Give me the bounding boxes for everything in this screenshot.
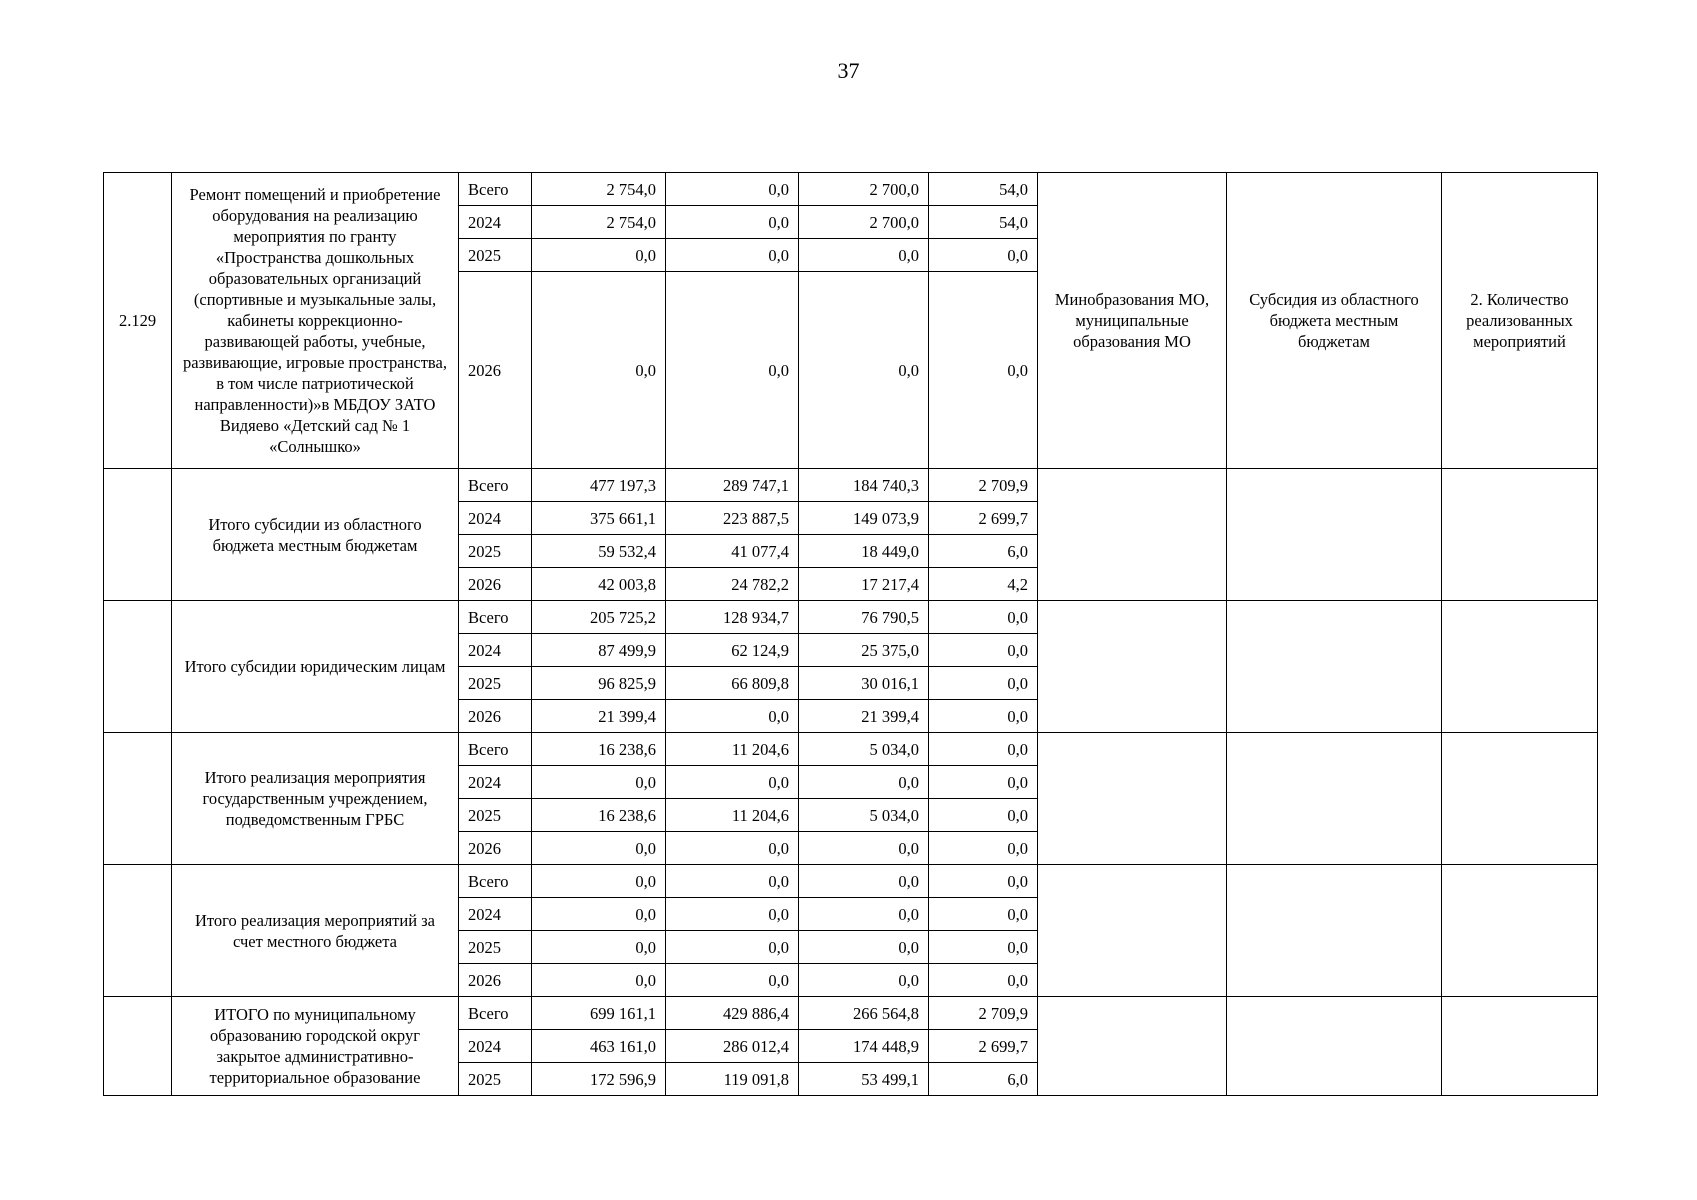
year-cell: 2024 <box>459 1030 532 1063</box>
table-row <box>104 173 1598 206</box>
row-code-cell <box>104 865 172 997</box>
year-cell: 2024 <box>459 502 532 535</box>
indicator-cell <box>1442 601 1598 733</box>
amount-cell: 0,0 <box>532 931 666 964</box>
amount-cell: 289 747,1 <box>666 469 799 502</box>
amount-cell: 0,0 <box>929 865 1038 898</box>
amount-cell: 11 204,6 <box>666 733 799 766</box>
amount-cell: 54,0 <box>929 173 1038 206</box>
amount-cell: 0,0 <box>532 239 666 272</box>
indicator-cell <box>1442 997 1598 1096</box>
amount-cell: 0,0 <box>666 173 799 206</box>
year-cell: 2025 <box>459 239 532 272</box>
amount-cell: 41 077,4 <box>666 535 799 568</box>
row-name-cell: Итого реализация мероприятий за счет местного бюджета <box>172 865 459 997</box>
year-cell: 2024 <box>459 206 532 239</box>
funding-source-cell <box>1227 469 1442 601</box>
row-name-cell: ИТОГО по муниципальному образованию городской округ закрытое административно-территориальное образование <box>172 997 459 1096</box>
amount-cell: 2 700,0 <box>799 206 929 239</box>
amount-cell: 0,0 <box>799 239 929 272</box>
amount-cell: 53 499,1 <box>799 1063 929 1096</box>
amount-cell: 0,0 <box>666 898 799 931</box>
amount-cell: 54,0 <box>929 206 1038 239</box>
year-cell: 2026 <box>459 568 532 601</box>
budget-table <box>103 172 1598 1096</box>
amount-cell: 0,0 <box>666 964 799 997</box>
amount-cell: 266 564,8 <box>799 997 929 1030</box>
executor-cell <box>1038 469 1227 601</box>
amount-cell: 2 754,0 <box>532 173 666 206</box>
amount-cell: 2 699,7 <box>929 1030 1038 1063</box>
table-row <box>104 733 1598 766</box>
amount-cell: 0,0 <box>799 272 929 469</box>
year-cell: 2024 <box>459 634 532 667</box>
amount-cell: 87 499,9 <box>532 634 666 667</box>
year-cell: Всего <box>459 469 532 502</box>
amount-cell: 205 725,2 <box>532 601 666 634</box>
amount-cell: 149 073,9 <box>799 502 929 535</box>
amount-cell: 0,0 <box>929 272 1038 469</box>
table-row <box>104 997 1598 1030</box>
amount-cell: 6,0 <box>929 535 1038 568</box>
amount-cell: 25 375,0 <box>799 634 929 667</box>
amount-cell: 0,0 <box>666 931 799 964</box>
year-cell: 2025 <box>459 1063 532 1096</box>
amount-cell: 2 754,0 <box>532 206 666 239</box>
table-row <box>104 865 1598 898</box>
amount-cell: 16 238,6 <box>532 799 666 832</box>
amount-cell: 223 887,5 <box>666 502 799 535</box>
amount-cell: 59 532,4 <box>532 535 666 568</box>
row-name-cell: Итого субсидии юридическим лицам <box>172 601 459 733</box>
amount-cell: 0,0 <box>799 766 929 799</box>
year-cell: 2026 <box>459 700 532 733</box>
amount-cell: 17 217,4 <box>799 568 929 601</box>
amount-cell: 0,0 <box>929 733 1038 766</box>
amount-cell: 0,0 <box>666 272 799 469</box>
row-name-cell: Итого реализация мероприятия государственным учреждением, подведомственным ГРБС <box>172 733 459 865</box>
amount-cell: 463 161,0 <box>532 1030 666 1063</box>
amount-cell: 0,0 <box>929 601 1038 634</box>
row-code-cell <box>104 469 172 601</box>
executor-cell: Минобразования МО, муниципальные образования МО <box>1038 173 1227 469</box>
amount-cell: 0,0 <box>532 766 666 799</box>
year-cell: Всего <box>459 733 532 766</box>
row-name-cell: Ремонт помещений и приобретение оборудования на реализацию мероприятия по гранту «Пространства дошкольных образовательных организаций (спортивные и музыкальные залы, кабинеты коррекционно-развивающей работы, учебные, развивающие, игровые пространства, в том числе патриотической направленности)»в МБДОУ ЗАТО Видяево «Детский сад № 1 «Солнышко» <box>172 173 459 469</box>
indicator-cell: 2. Количество реализованных мероприятий <box>1442 173 1598 469</box>
amount-cell: 0,0 <box>532 865 666 898</box>
amount-cell: 0,0 <box>929 898 1038 931</box>
amount-cell: 0,0 <box>929 634 1038 667</box>
amount-cell: 42 003,8 <box>532 568 666 601</box>
year-cell: Всего <box>459 865 532 898</box>
row-code-cell <box>104 601 172 733</box>
amount-cell: 76 790,5 <box>799 601 929 634</box>
executor-cell <box>1038 997 1227 1096</box>
year-cell: Всего <box>459 173 532 206</box>
row-code-cell: 2.129 <box>104 173 172 469</box>
amount-cell: 6,0 <box>929 1063 1038 1096</box>
executor-cell <box>1038 733 1227 865</box>
amount-cell: 2 709,9 <box>929 469 1038 502</box>
year-cell: 2025 <box>459 931 532 964</box>
amount-cell: 119 091,8 <box>666 1063 799 1096</box>
year-cell: 2026 <box>459 964 532 997</box>
year-cell: 2025 <box>459 799 532 832</box>
amount-cell: 0,0 <box>532 898 666 931</box>
amount-cell: 2 700,0 <box>799 173 929 206</box>
amount-cell: 699 161,1 <box>532 997 666 1030</box>
amount-cell: 0,0 <box>799 832 929 865</box>
amount-cell: 0,0 <box>799 964 929 997</box>
amount-cell: 0,0 <box>799 865 929 898</box>
amount-cell: 375 661,1 <box>532 502 666 535</box>
year-cell: 2025 <box>459 667 532 700</box>
amount-cell: 0,0 <box>929 700 1038 733</box>
year-cell: 2025 <box>459 535 532 568</box>
funding-source-cell <box>1227 865 1442 997</box>
funding-source-cell <box>1227 601 1442 733</box>
amount-cell: 0,0 <box>666 206 799 239</box>
amount-cell: 0,0 <box>666 239 799 272</box>
amount-cell: 5 034,0 <box>799 799 929 832</box>
amount-cell: 0,0 <box>666 766 799 799</box>
amount-cell: 11 204,6 <box>666 799 799 832</box>
table-row <box>104 601 1598 634</box>
amount-cell: 477 197,3 <box>532 469 666 502</box>
amount-cell: 0,0 <box>929 832 1038 865</box>
amount-cell: 0,0 <box>666 700 799 733</box>
amount-cell: 0,0 <box>666 832 799 865</box>
amount-cell: 0,0 <box>799 898 929 931</box>
amount-cell: 429 886,4 <box>666 997 799 1030</box>
amount-cell: 66 809,8 <box>666 667 799 700</box>
amount-cell: 18 449,0 <box>799 535 929 568</box>
funding-source-cell <box>1227 997 1442 1096</box>
row-code-cell <box>104 733 172 865</box>
page-number: 37 <box>837 58 860 83</box>
table-row <box>104 469 1598 502</box>
amount-cell: 5 034,0 <box>799 733 929 766</box>
amount-cell: 2 699,7 <box>929 502 1038 535</box>
amount-cell: 4,2 <box>929 568 1038 601</box>
row-code-cell <box>104 997 172 1096</box>
year-cell: 2026 <box>459 272 532 469</box>
year-cell: 2026 <box>459 832 532 865</box>
row-name-cell: Итого субсидии из областного бюджета местным бюджетам <box>172 469 459 601</box>
executor-cell <box>1038 865 1227 997</box>
amount-cell: 0,0 <box>929 667 1038 700</box>
amount-cell: 0,0 <box>532 272 666 469</box>
amount-cell: 128 934,7 <box>666 601 799 634</box>
indicator-cell <box>1442 865 1598 997</box>
amount-cell: 16 238,6 <box>532 733 666 766</box>
amount-cell: 0,0 <box>532 964 666 997</box>
budget-table-body <box>104 173 1598 1096</box>
year-cell: Всего <box>459 601 532 634</box>
amount-cell: 21 399,4 <box>532 700 666 733</box>
executor-cell <box>1038 601 1227 733</box>
year-cell: 2024 <box>459 766 532 799</box>
amount-cell: 184 740,3 <box>799 469 929 502</box>
funding-source-cell <box>1227 733 1442 865</box>
amount-cell: 0,0 <box>929 239 1038 272</box>
year-cell: 2024 <box>459 898 532 931</box>
amount-cell: 0,0 <box>799 931 929 964</box>
amount-cell: 0,0 <box>666 865 799 898</box>
indicator-cell <box>1442 733 1598 865</box>
amount-cell: 24 782,2 <box>666 568 799 601</box>
amount-cell: 62 124,9 <box>666 634 799 667</box>
amount-cell: 0,0 <box>532 832 666 865</box>
indicator-cell <box>1442 469 1598 601</box>
amount-cell: 0,0 <box>929 766 1038 799</box>
amount-cell: 96 825,9 <box>532 667 666 700</box>
amount-cell: 0,0 <box>929 799 1038 832</box>
amount-cell: 0,0 <box>929 964 1038 997</box>
amount-cell: 174 448,9 <box>799 1030 929 1063</box>
amount-cell: 172 596,9 <box>532 1063 666 1096</box>
funding-source-cell: Субсидия из областного бюджета местным бюджетам <box>1227 173 1442 469</box>
amount-cell: 2 709,9 <box>929 997 1038 1030</box>
amount-cell: 286 012,4 <box>666 1030 799 1063</box>
amount-cell: 0,0 <box>929 931 1038 964</box>
amount-cell: 21 399,4 <box>799 700 929 733</box>
year-cell: Всего <box>459 997 532 1030</box>
amount-cell: 30 016,1 <box>799 667 929 700</box>
